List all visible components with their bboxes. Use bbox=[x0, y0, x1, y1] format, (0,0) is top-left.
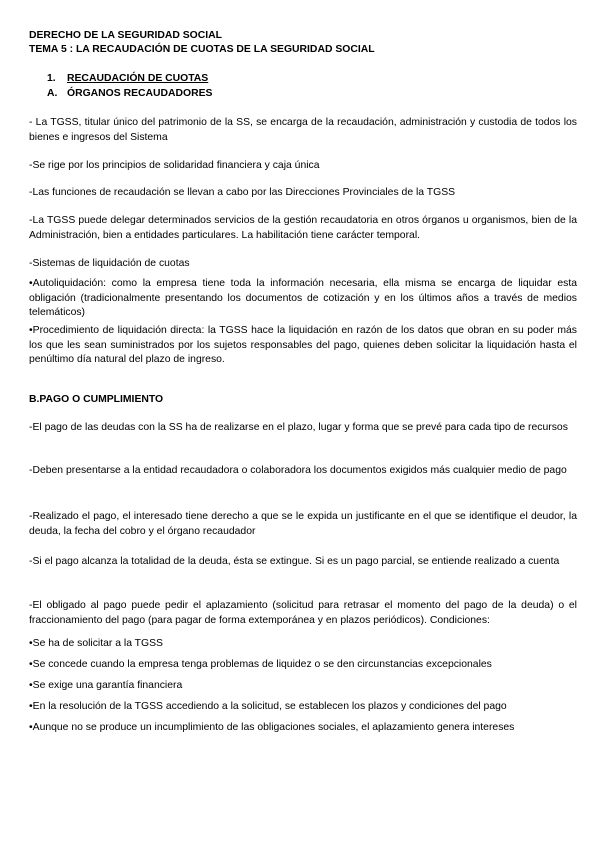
bullet-item: •Autoliquidación: como la empresa tiene toda la información necesaria, ella misma se encarga de liquidar esta obligación (tradicionalmente presentando los documentos de cotización y en los últimos años a través de medios telemáticos) bbox=[29, 278, 577, 318]
paragraph: - La TGSS, titular único del patrimonio de la SS, se encarga de la recaudación, administración y custodia de todos los bienes e ingresos del Sistema bbox=[29, 117, 577, 143]
paragraph: -El pago de las deudas con la SS ha de realizarse en el plazo, lugar y forma que se prevé para cada tipo de recursos bbox=[29, 422, 568, 433]
bullet-item: •Se exige una garantía financiera bbox=[29, 680, 183, 691]
paragraph: -El obligado al pago puede pedir el aplazamiento (solicitud para retrasar el momento del pago de la deuda) o el fraccionamiento del pago (para pagar de forma extemporánea y en plazos periódicos). Condiciones: bbox=[29, 600, 577, 626]
paragraph: -Realizado el pago, el interesado tiene derecho a que se le expida un justificante en el que se identifique el deudor, la deuda, la fecha del cobro y el órgano recaudador bbox=[29, 511, 577, 537]
course-title: DERECHO DE LA SEGURIDAD SOCIAL bbox=[29, 30, 223, 41]
bullet-item: •Procedimiento de liquidación directa: la TGSS hace la liquidación en razón de los datos que obran en su poder más los que les sean suministrados por los sujetos responsables del pago, quienes deben solicitar la liquidación hasta el penúltimo día natural del plazo de ingreso. bbox=[29, 325, 577, 365]
paragraph: -Las funciones de recaudación se llevan a cabo por las Direcciones Provinciales de la TGSS bbox=[29, 187, 456, 198]
bullet-item: •En la resolución de la TGSS accediendo a la solicitud, se establecen los plazos y condiciones del pago bbox=[29, 701, 507, 712]
section-1-title: RECAUDACIÓN DE CUOTAS bbox=[67, 73, 209, 84]
paragraph: -Se rige por los principios de solidaridad financiera y caja única bbox=[29, 160, 320, 171]
topic-title: TEMA 5 : LA RECAUDACIÓN DE CUOTAS DE LA SEGURIDAD SOCIAL bbox=[29, 44, 375, 55]
paragraph: -La TGSS puede delegar determinados servicios de la gestión recaudatoria en otros órganos u organismos, bien de la Administración, bien a entidades particulares. La habilitación tiene carácter temporal. bbox=[29, 215, 577, 241]
paragraph: -Sistemas de liquidación de cuotas bbox=[29, 258, 190, 269]
bullet-item: •Se concede cuando la empresa tenga problemas de liquidez o se den circunstancias excepcionales bbox=[29, 659, 492, 670]
paragraph: -Deben presentarse a la entidad recaudadora o colaboradora los documentos exigidos más cualquier medio de pago bbox=[29, 465, 567, 476]
bullet-item: •Se ha de solicitar a la TGSS bbox=[29, 638, 163, 649]
paragraph: -Si el pago alcanza la totalidad de la deuda, ésta se extingue. Si es un pago parcial, se entiende realizado a cuenta bbox=[29, 556, 560, 567]
section-1-number: 1. bbox=[47, 73, 56, 84]
section-a-letter: A. bbox=[47, 88, 58, 99]
section-b-heading: B.PAGO O CUMPLIMIENTO bbox=[29, 394, 164, 405]
bullet-item: •Aunque no se produce un incumplimiento de las obligaciones sociales, el aplazamiento genera intereses bbox=[29, 722, 515, 733]
section-a-title: ÓRGANOS RECAUDADORES bbox=[67, 88, 213, 99]
section-a-heading bbox=[47, 87, 595, 102]
section-1-heading bbox=[47, 72, 595, 87]
